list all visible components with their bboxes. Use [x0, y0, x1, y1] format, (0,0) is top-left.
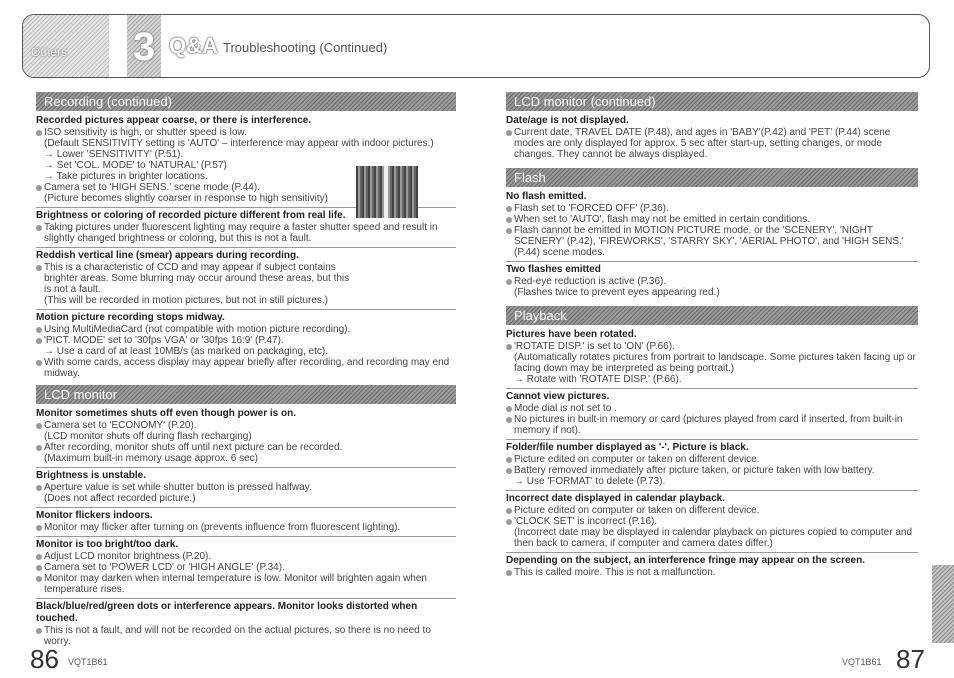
answer: → Use a card of at least 10MB/s (as marked on packaging, etc). [44, 346, 329, 357]
section-heading-lcd-monitor-continued: LCD monitor (continued) [506, 92, 918, 111]
answer: → Use 'FORMAT' to delete (P.73). [514, 476, 666, 487]
answer: Picture edited on computer or taken on different device. [506, 454, 918, 465]
answer: → Set 'COL. MODE' to 'NATURAL' (P.57) [44, 160, 227, 171]
question: Motion picture recording stops midway. [36, 309, 456, 324]
section-heading-flash: Flash [506, 168, 918, 187]
answer: Current date, TRAVEL DATE (P.48), and ages in 'BABY'(P.42) and 'PET' (P.44) scene modes are only displayed for approx. 5 sec after start-up, setting changes, or mode changes. They cannot be always displayed. [506, 127, 918, 160]
answer: Mode dial is not set to . [506, 403, 918, 414]
answer: Flash cannot be emitted in MOTION PICTURE mode, or the 'SCENERY', 'NIGHT SCENERY' (P.42), 'FIREWORKS', 'STARRY SKY', 'AERIAL PHOTO', and 'HIGH SENS.' (P.44) scene modes. [506, 225, 918, 258]
answer: 'CLOCK SET' is incorrect (P.16). [506, 516, 918, 527]
answer: (Does not affect recorded picture.) [44, 493, 196, 504]
question: Recorded pictures appear coarse, or there is interference. [36, 115, 312, 126]
answer: Picture edited on computer or taken on different device. [506, 505, 918, 516]
chapter-number: 3 [127, 15, 161, 78]
answer: Using MultiMediaCard (not compatible with motion picture recording). [36, 324, 456, 335]
question: Reddish vertical line (smear) appears during recording. [36, 247, 456, 262]
answer: This is not a fault, and will not be recorded on the actual pictures, so there is no need to worry. [36, 625, 456, 647]
answer: (Default SENSITIVITY setting is 'AUTO' – interference may appear with indoor pictures.) [44, 138, 434, 149]
question: Monitor is too bright/too dark. [36, 536, 456, 551]
answer: (Flashes twice to prevent eyes appearing red.) [514, 287, 720, 298]
question: Incorrect date displayed in calendar playback. [506, 490, 918, 505]
answer: → Rotate with 'ROTATE DISP.' (P.66). [514, 374, 682, 385]
question: Date/age is not displayed. [506, 115, 629, 126]
question: Depending on the subject, an interference fringe may appear on the screen. [506, 552, 918, 567]
answer: When set to 'AUTO', flash may not be emitted in certain conditions. [506, 214, 918, 225]
section-heading-playback: Playback [506, 306, 918, 325]
answer: Monitor may flicker after turning on (prevents influence from fluorescent lighting). [36, 522, 456, 533]
answer: Flash set to 'FORCED OFF' (P.36). [506, 203, 918, 214]
question: Two flashes emitted [506, 261, 918, 276]
answer: Camera set to 'HIGH SENS.' scene mode (P.44). [36, 182, 456, 193]
page-header [22, 14, 930, 78]
answer: (This will be recorded in motion pictures, but not in still pictures.) [44, 295, 329, 306]
answer: This is a characteristic of CCD and may appear if subject contains brighter areas. Some blurring may occur around these areas, but this is not a fault. [36, 262, 358, 295]
question: Monitor sometimes shuts off even though power is on. [36, 408, 297, 419]
side-index-tab [932, 565, 954, 643]
answer: With some cards, access display may appear briefly after recording, and recording may end midway. [36, 357, 456, 379]
question: No flash emitted. [506, 191, 587, 202]
question: Black/blue/red/green dots or interference appears. Monitor looks distorted when touched. [36, 598, 456, 625]
answer: (Picture becomes slightly coarser in response to high sensitivity) [44, 193, 329, 204]
answer: Camera set to 'ECONOMY' (P.20). [36, 420, 456, 431]
right-column [506, 92, 918, 578]
question: Folder/file number displayed as '-'. Picture is black. [506, 439, 918, 454]
answer: (LCD monitor shuts off during flash recharging) [44, 431, 252, 442]
answer: 'ROTATE DISP.' is set to 'ON' (P.66). [506, 341, 918, 352]
answer: Red-eye reduction is active (P.36). [506, 276, 918, 287]
answer: This is called moire. This is not a malfunction. [506, 567, 918, 578]
answer: Adjust LCD monitor brightness (P.20). [36, 551, 456, 562]
question: Brightness is unstable. [36, 467, 456, 482]
answer: Monitor may darken when internal temperature is low. Monitor will brighten again when temperature rises. [36, 573, 456, 595]
page-number-right: 87 [896, 644, 925, 674]
answer: (Automatically rotates pictures from portrait to landscape. Some pictures taken facing up or facing down may be interpreted as being portrait.) [514, 352, 916, 374]
answer: Battery removed immediately after picture taken, or picture taken with low battery. [506, 465, 918, 476]
section-tab-label: Others [31, 45, 68, 59]
section-tab [23, 15, 109, 78]
model-code-right: VQT1B61 [842, 657, 882, 667]
question: Monitor flickers indoors. [36, 507, 456, 522]
answer: No pictures in built-in memory or card (pictures played from card if inserted, from built-in memory if not). [506, 414, 918, 436]
page-subtitle: Troubleshooting (Continued) [223, 40, 388, 55]
answer: (Incorrect date may be displayed in calendar playback on pictures copied to computer and then back to camera, if computer and camera dates differ.) [514, 527, 913, 549]
answer: Aperture value is set while shutter button is pressed halfway. [36, 482, 456, 493]
section-heading-lcd-monitor: LCD monitor [36, 385, 456, 404]
page-number-left: 86 [30, 644, 59, 674]
question: Cannot view pictures. [506, 388, 918, 403]
section-heading-recording: Recording (continued) [36, 92, 456, 111]
answer: Camera set to 'POWER LCD' or 'HIGH ANGLE' (P.34). [36, 562, 456, 573]
answer: After recording, monitor shuts off until next picture can be recorded. [36, 442, 456, 453]
qa-title: Q&A [169, 33, 218, 58]
answer: Taking pictures under fluorescent lighting may require a faster shutter speed and result in slightly changed brightness or coloring, but this is not a fault. [36, 222, 456, 244]
answer: (Maximum built-in memory usage approx. 6 sec) [44, 453, 258, 464]
question: Pictures have been rotated. [506, 329, 637, 340]
answer: → Take pictures in brighter locations. [44, 171, 208, 182]
question: Brightness or coloring of recorded picture different from real life. [36, 207, 456, 222]
answer: → Lower 'SENSITIVITY' (P.51). [44, 149, 184, 160]
smear-example-image [356, 166, 418, 218]
answer: ISO sensitivity is high, or shutter speed is low. [36, 127, 456, 138]
answer: 'PICT. MODE' set to '30fps VGA' or '30fps 16:9' (P.47). [36, 335, 456, 346]
model-code-left: VQT1B61 [68, 657, 108, 667]
